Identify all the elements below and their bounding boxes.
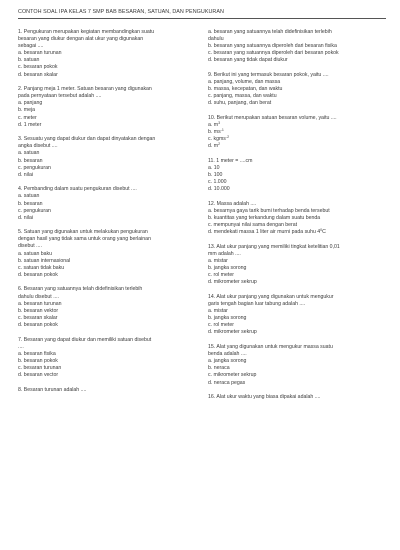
answer-option: a. jangka sorong <box>208 358 247 365</box>
question-stem: 2. Panjang meja 1 meter. Satuan besaran yang digunakan pada pernyataan tersebut adalah .... <box>18 85 152 100</box>
answer-option: c. 1.000 <box>208 179 227 186</box>
answer-option: d. mikrometer sekrup <box>208 279 257 286</box>
option-text: d. mendekati massa 1 liter air murni pada suhu 4 <box>208 229 321 236</box>
answer-option: c. besaran yang satuannya diperoleh dari besaran pokok <box>208 50 339 57</box>
question-block <box>18 29 196 79</box>
answer-option <box>208 136 386 143</box>
question-stem: 5. Satuan yang digunakan untuk melakukan pengukuran dengan hasil yang tidak sama untuk orang yang berlainan disebut .... <box>18 229 151 250</box>
answer-option: c. besaran turunan <box>18 365 62 372</box>
question-stem: 11. 1 meter = ....cm <box>208 157 253 164</box>
question-block <box>208 394 386 401</box>
question-stem: 1. Pengukuran merupakan kegiatan membandingkan suatu besaran yang diukur dengan alat ukur yang digunakan sebagai .... <box>18 28 155 49</box>
question-block <box>208 201 386 237</box>
answer-option: d. suhu, panjang, dan berat <box>208 100 272 107</box>
question-block <box>208 115 386 151</box>
answer-option: c. besaran skalar <box>18 315 58 322</box>
answer-option: a. satuan <box>18 193 40 200</box>
answer-option: d. 1 meter <box>18 121 42 128</box>
option-text: d. m <box>208 143 219 150</box>
answer-option: c. meter <box>18 114 37 121</box>
question-block <box>208 158 386 194</box>
answer-option: d. besaran skalar <box>18 71 58 78</box>
option-text: a. m <box>208 121 219 128</box>
answer-option: b. satuan internasional <box>18 257 71 264</box>
answer-option: c. rol meter <box>208 322 234 329</box>
option-text: b. ms <box>208 128 221 135</box>
answer-option: a. 10 <box>208 164 220 171</box>
question-stem: 12. Massa adalah .... <box>208 200 257 207</box>
question-stem: 8. Besaran turunan adalah .... <box>18 386 87 393</box>
title-divider <box>18 18 386 19</box>
answer-option <box>208 129 386 136</box>
option-text-tail: C <box>322 229 326 236</box>
answer-option: d. besaran pokok <box>18 272 58 279</box>
answer-option: a. panjang, volume, dan massa <box>208 78 281 85</box>
question-columns <box>18 29 386 409</box>
answer-option <box>208 143 386 150</box>
question-stem: 14. Alat ukur panjang yang digunakan untuk mengukur garis tengah bagian luar tabung adalah .... <box>208 293 334 307</box>
answer-option: b. meja <box>18 107 36 114</box>
answer-option: c. panjang, massa, dan waktu <box>208 93 277 100</box>
answer-option: b. 100 <box>208 171 223 178</box>
question-stem: 16. Alat ukur waktu yang biasa dipakai adalah .... <box>208 393 321 400</box>
answer-option: b. kuantitas yang terkandung dalam suatu benda <box>208 214 321 221</box>
question-block <box>18 286 196 329</box>
option-superscript: -2 <box>225 135 230 140</box>
answer-option: b. neraca <box>208 365 230 372</box>
answer-option: d. mikrometer sekrup <box>208 329 257 336</box>
right-column <box>208 29 386 409</box>
answer-option: a. mistar <box>208 307 228 314</box>
question-stem: 3. Sesuatu yang dapat diukur dan dapat dinyatakan dengan angka disebut .... <box>18 136 156 150</box>
question-block <box>208 29 386 65</box>
question-stem: 4. Pembanding dalam suatu pengukuran disebut .... <box>18 186 137 193</box>
answer-option: a. satuan baku <box>18 250 53 257</box>
question-block <box>18 337 196 380</box>
answer-option: d. nilai <box>18 171 33 178</box>
answer-option: b. besaran yang satuannya diperoleh dari besaran fisika <box>208 42 337 49</box>
answer-option: a. besaran turunan <box>18 50 62 57</box>
question-block <box>18 387 196 394</box>
answer-option: b. besaran <box>18 200 43 207</box>
question-block <box>18 86 196 129</box>
answer-option: b. satuan <box>18 57 40 64</box>
answer-option <box>208 122 386 129</box>
answer-option: a. mistar <box>208 257 228 264</box>
answer-option: b. massa, kecepatan, dan waktu <box>208 85 283 92</box>
question-stem: 9. Berikut ini yang termasuk besaran pokok, yaitu .... <box>208 71 329 78</box>
answer-option: b. jangka sorong <box>208 315 247 322</box>
answer-option: d. besaran vector <box>18 372 59 379</box>
question-block <box>208 294 386 337</box>
document-title: CONTOH SOAL IPA KELAS 7 SMP BAB BESARAN, SATUAN, DAN PENGUKURAN <box>18 9 224 15</box>
answer-option: a. besaran fisika <box>18 350 56 357</box>
option-superscript: 0 <box>320 228 323 233</box>
answer-option: c. pengukuran <box>18 164 51 171</box>
answer-option: c. mempunyai nilai sama dengan berat <box>208 222 298 228</box>
answer-option: a. satuan <box>18 150 40 157</box>
question-block <box>18 186 196 222</box>
question-stem: 10. Berikut merupakan satuan besaran volume, yaitu .... <box>208 114 337 121</box>
answer-option: c. mikrometer sekrup <box>208 372 257 379</box>
answer-option: a. panjang <box>18 100 43 107</box>
question-block <box>208 72 386 108</box>
answer-option: b. besaran <box>18 157 43 164</box>
answer-option: d. nilai <box>18 214 33 221</box>
option-superscript: -1 <box>220 127 224 132</box>
answer-option <box>208 229 386 236</box>
answer-option: c. pengukuran <box>18 207 51 214</box>
answer-option: d. 10.000 <box>208 186 230 193</box>
answer-option: d. besaran pokok <box>18 322 58 329</box>
answer-option: d. neraca pegas <box>208 379 246 386</box>
question-block <box>18 136 196 179</box>
answer-option: c. rol meter <box>208 272 234 279</box>
question-stem: 13. Alat ukur panjang yang memiliki tingkat ketelitian 0,01 mm adalah .... <box>208 243 340 257</box>
question-stem: a. besaran yang satuannya telah didefinisikan terlebih dahulu <box>208 28 332 42</box>
option-superscript: 3 <box>218 120 221 125</box>
question-stem: 7. Besaran yang dapat diukur dan memiliki satuan disebut .... <box>18 336 152 350</box>
answer-option: b. jangka sorong <box>208 264 247 271</box>
answer-option: b. besaran pokok <box>18 358 58 365</box>
answer-option: d. besaran yang tidak dapat diukur <box>208 57 288 64</box>
question-stem: 6. Besaran yang satuannya telah didefinisikan terlebih dahulu disebut .... <box>18 286 143 300</box>
option-text: c. kgms <box>208 136 226 143</box>
answer-option: b. besaran vektor <box>18 307 59 314</box>
question-block <box>208 344 386 387</box>
left-column <box>18 29 196 409</box>
question-block <box>18 229 196 279</box>
option-superscript: 2 <box>218 142 221 147</box>
answer-option: a. besarnya gaya tarik bumi terhadap benda tersebut <box>208 207 330 214</box>
answer-option: c. besaran pokok <box>18 64 58 71</box>
answer-option: a. besaran turunan <box>18 300 62 307</box>
question-block <box>208 244 386 287</box>
question-stem: 15. Alat yang digunakan untuk mengukur massa suatu benda adalah .... <box>208 343 333 357</box>
answer-option: c. satuan tidak baku <box>18 264 65 271</box>
